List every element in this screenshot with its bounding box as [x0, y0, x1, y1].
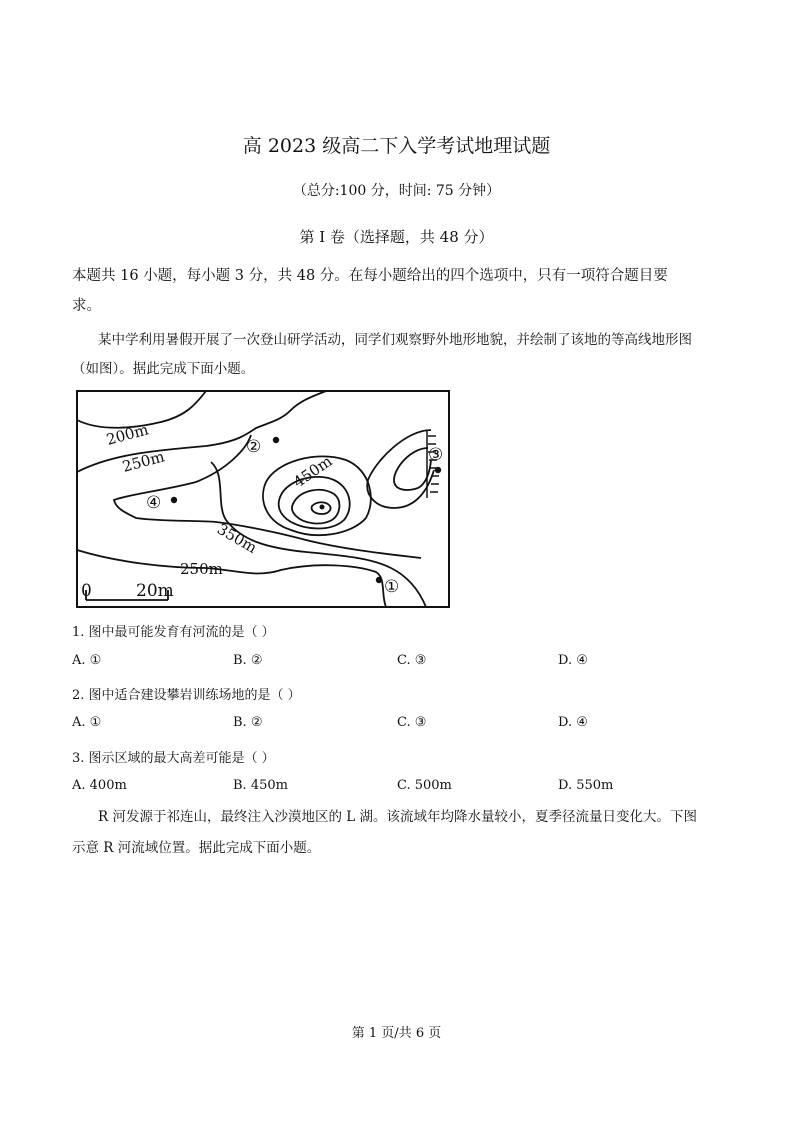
passage-2-line-2: 示意 R 河流域位置。据此完成下面小题。: [72, 840, 321, 856]
label-250m-south: 250m: [180, 560, 223, 578]
label-250m-north: 250m: [120, 447, 167, 476]
question-3-option-d[interactable]: D. 550m: [558, 778, 614, 793]
question-3-stem: 3. 图示区域的最大高差可能是（ ）: [72, 751, 275, 766]
question-3-option-b[interactable]: B. 450m: [233, 778, 288, 793]
label-450m: 450m: [289, 451, 336, 492]
point-label-3: ③: [428, 445, 444, 465]
point-label-2: ②: [246, 437, 262, 457]
question-2-option-a[interactable]: A. ①: [72, 715, 102, 730]
page-footer: 第 1 页/共 6 页: [351, 1026, 442, 1041]
summit-dot: [320, 505, 325, 510]
exam-subtitle: （总分:100 分，时间: 75 分钟）: [292, 183, 501, 199]
instructions-line-1: 本题共 16 小题，每小题 3 分，共 48 分。在每小题给出的四个选项中，只有一项符合题目要: [72, 268, 668, 284]
passage-1-line-2: （如图）。据此完成下面小题。: [72, 361, 255, 377]
point-1-dot: [376, 577, 382, 583]
scale-distance-label: 20m: [136, 581, 174, 601]
point-label-4: ④: [146, 493, 162, 513]
exam-title: 高 2023 级高二下入学考试地理试题: [242, 135, 551, 157]
label-350m: 350m: [214, 519, 261, 557]
question-1-option-a[interactable]: A. ①: [72, 653, 102, 668]
question-1-option-c[interactable]: C. ③: [397, 653, 427, 668]
question-3-option-a[interactable]: A. 400m: [72, 778, 127, 793]
question-2-option-c[interactable]: C. ③: [397, 715, 427, 730]
contour-map: [76, 390, 452, 610]
instructions-line-2: 求。: [72, 298, 101, 314]
question-3-option-c[interactable]: C. 500m: [397, 778, 452, 793]
question-1-option-b[interactable]: B. ②: [233, 653, 263, 668]
section-heading: 第 I 卷（选择题，共 48 分）: [299, 228, 494, 246]
label-200m: 200m: [104, 420, 151, 449]
passage-2-line-1: R 河发源于祁连山，最终注入沙漠地区的 L 湖。该流域年均降水量较小，夏季径流量日变化大。下图: [98, 809, 698, 825]
passage-1-line-1: 某中学利用暑假开展了一次登山研学活动，同学们观察野外地形地貌，并绘制了该地的等高线地形图: [98, 332, 692, 348]
question-1-option-d[interactable]: D. ④: [558, 653, 588, 668]
question-2-option-b[interactable]: B. ②: [233, 715, 263, 730]
question-2-stem: 2. 图中适合建设攀岩训练场地的是（ ）: [72, 688, 301, 703]
point-3-dot: [435, 467, 441, 473]
point-label-1: ①: [384, 577, 400, 597]
scale-zero-label: 0: [81, 581, 92, 601]
question-2-option-d[interactable]: D. ④: [558, 715, 588, 730]
point-2-dot: [273, 437, 279, 443]
question-1-stem: 1. 图中最可能发育有河流的是（ ）: [72, 625, 275, 640]
point-4-dot: [171, 497, 177, 503]
